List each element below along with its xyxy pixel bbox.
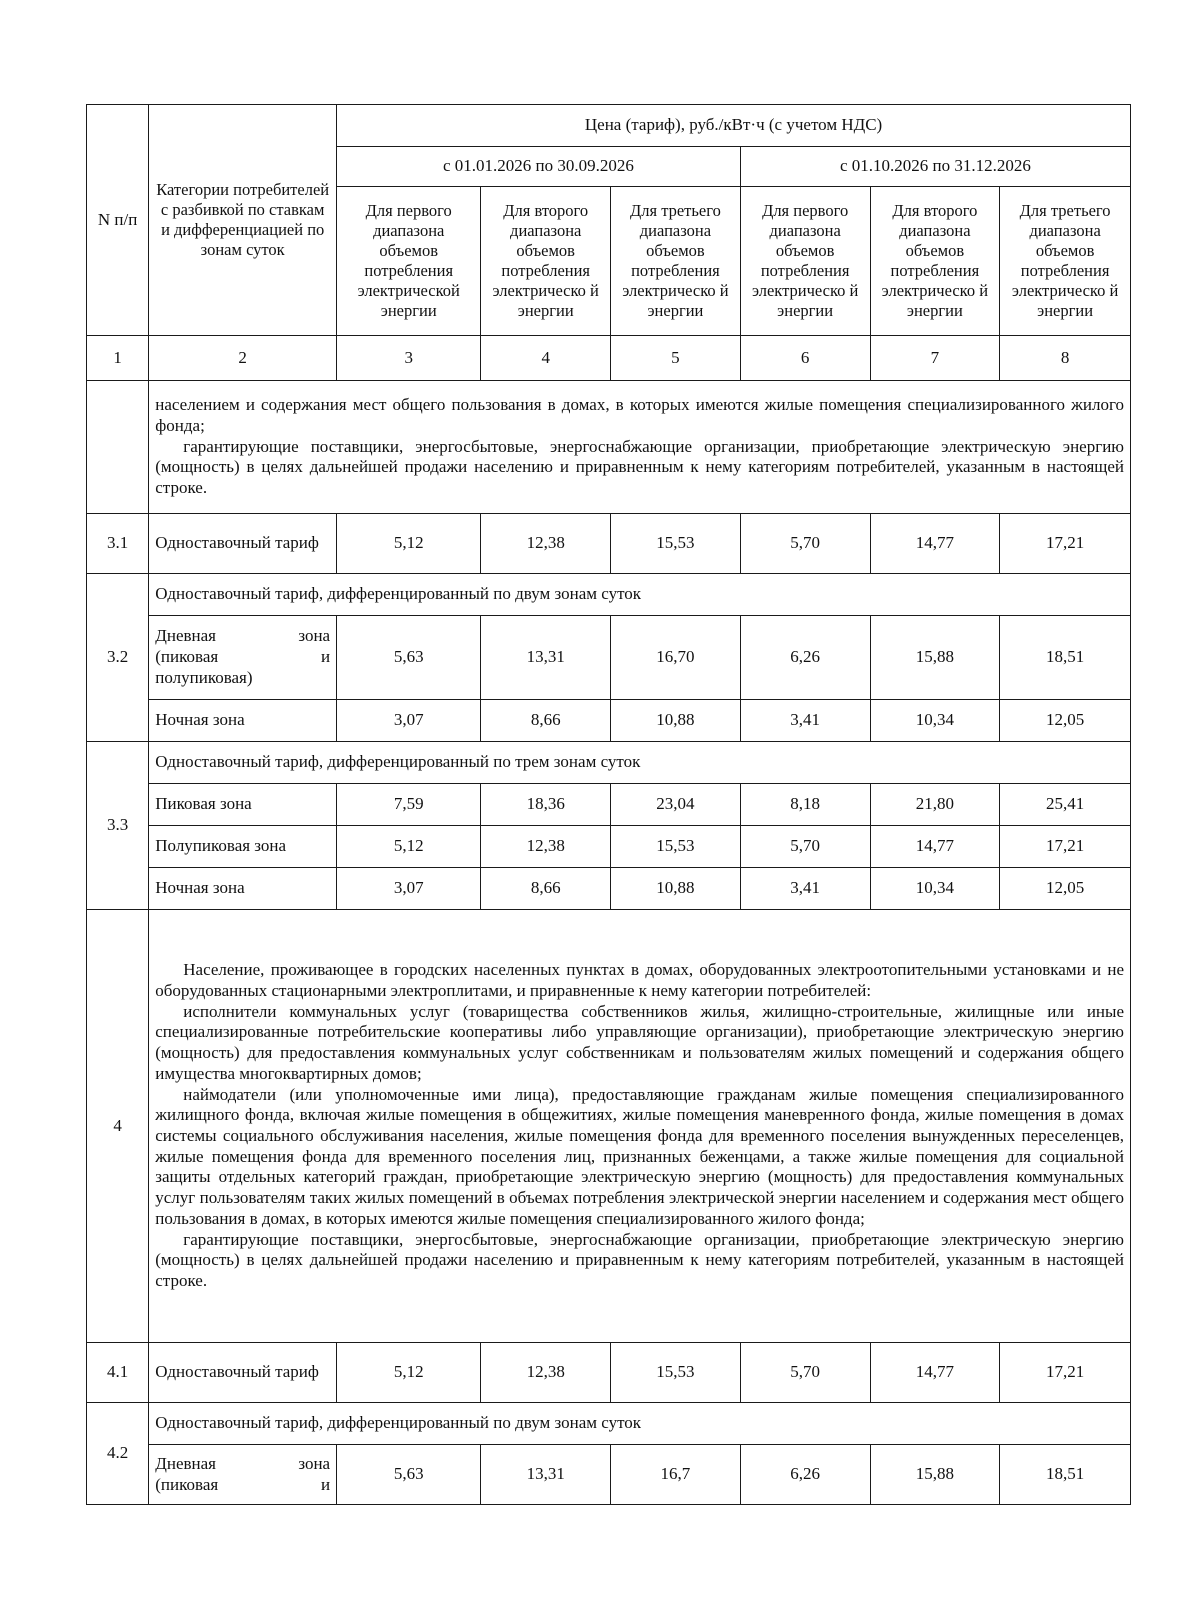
row-num-empty <box>87 381 149 514</box>
tariff-value: 17,21 <box>1000 514 1131 574</box>
header-col-4: Для второго диапазона объемов потребления электрическо й энергии <box>481 187 611 336</box>
row-3-1 <box>87 514 1131 574</box>
header-col-8: Для третьего диапазона объемов потребления электрическо й энергии <box>1000 187 1131 336</box>
section-4-paragraph: исполнители коммунальных услуг (товарищества собственников жилья, жилищно-строительные, жилищные или иные специализированные потребительские кооперативы либо управляющие организации), приобретающие электрическую энергию (мощность) для предоставления коммунальных услуг собственникам и пользователям жилых помещений и содержания общего имущества многоквартирных домов; <box>155 1001 1124 1083</box>
tariff-value: 23,04 <box>611 784 741 826</box>
label-line: (пиковая и <box>155 647 331 667</box>
row-3-3-semipeak <box>87 826 1131 868</box>
row-title: Одноставочный тариф, дифференцированный по двум зонам суток <box>149 574 1131 616</box>
row-3-3-peak <box>87 784 1131 826</box>
tariff-value: 6,26 <box>740 1445 870 1505</box>
tariff-value: 12,38 <box>481 514 611 574</box>
header-col-7: Для второго диапазона объемов потребления электрическо й энергии <box>870 187 1000 336</box>
row-label: Полупиковая зона <box>149 826 337 868</box>
tariff-value: 16,7 <box>611 1445 741 1505</box>
row-label <box>149 1445 337 1505</box>
tariff-value: 15,88 <box>870 1445 1000 1505</box>
tariff-value: 15,53 <box>611 826 741 868</box>
header-row-price <box>87 105 1131 147</box>
row-3-2-title <box>87 574 1131 616</box>
row-3-3-title <box>87 742 1131 784</box>
tariff-value: 15,53 <box>611 514 741 574</box>
row-label <box>149 616 337 700</box>
tariff-value: 12,05 <box>1000 868 1131 910</box>
section-4-paragraph: гарантирующие поставщики, энергосбытовые, энергоснабжающие организации, приобретающие электрическую энергию (мощность) в целях дальнейшей продажи населению и приравненным к нему категориям потребителей, указанным в настоящей строке. <box>155 1229 1124 1291</box>
tariff-value: 5,63 <box>337 616 481 700</box>
row-4-2-title <box>87 1403 1131 1445</box>
row-num: 4.1 <box>87 1343 149 1403</box>
tariff-value: 16,70 <box>611 616 741 700</box>
tariff-value: 5,63 <box>337 1445 481 1505</box>
row-title: Одноставочный тариф, дифференцированный по двум зонам суток <box>149 1403 1131 1445</box>
row-num: 3.3 <box>87 742 149 910</box>
tariff-table <box>86 104 1131 1505</box>
header-col-6: Для первого диапазона объемов потребления электрическо й энергии <box>740 187 870 336</box>
tariff-value: 8,66 <box>481 700 611 742</box>
header-period-2: с 01.10.2026 по 31.12.2026 <box>740 147 1130 187</box>
tariff-value: 18,51 <box>1000 616 1131 700</box>
section-3-paragraph: гарантирующие поставщики, энергосбытовые, энергоснабжающие организации, приобретающие электрическую энергию (мощность) в целях дальнейшей продажи населению и приравненным к нему категориям потребителей, указанным в настоящей строке. <box>155 436 1124 498</box>
tariff-value: 14,77 <box>870 1343 1000 1403</box>
row-num: 4 <box>87 910 149 1343</box>
row-4-1 <box>87 1343 1131 1403</box>
tariff-value: 15,88 <box>870 616 1000 700</box>
tariff-value: 10,88 <box>611 868 741 910</box>
section-3-continuation-text <box>149 381 1131 514</box>
tariff-value: 13,31 <box>481 616 611 700</box>
tariff-value: 6,26 <box>740 616 870 700</box>
tariff-value: 21,80 <box>870 784 1000 826</box>
tariff-value: 18,36 <box>481 784 611 826</box>
section-3-continuation-row <box>87 381 1131 514</box>
colnum: 2 <box>149 336 337 381</box>
colnum: 5 <box>611 336 741 381</box>
colnum: 4 <box>481 336 611 381</box>
row-label: Одноставочный тариф <box>149 1343 337 1403</box>
tariff-value: 5,70 <box>740 1343 870 1403</box>
label-line: полупиковая) <box>155 667 253 687</box>
row-4-2-day <box>87 1445 1131 1505</box>
label-line: Дневная зона <box>155 1453 331 1473</box>
row-title: Одноставочный тариф, дифференцированный по трем зонам суток <box>149 742 1131 784</box>
tariff-value: 10,34 <box>870 700 1000 742</box>
tariff-value: 3,41 <box>740 868 870 910</box>
colnum: 6 <box>740 336 870 381</box>
label-line: (пиковая и <box>155 1474 331 1494</box>
tariff-value: 15,53 <box>611 1343 741 1403</box>
section-4-text <box>149 910 1131 1343</box>
tariff-value: 12,38 <box>481 1343 611 1403</box>
tariff-value: 12,38 <box>481 826 611 868</box>
tariff-value: 14,77 <box>870 826 1000 868</box>
header-col-3: Для первого диапазона объемов потребления электрической энергии <box>337 187 481 336</box>
tariff-value: 17,21 <box>1000 1343 1131 1403</box>
tariff-value: 14,77 <box>870 514 1000 574</box>
section-4-row <box>87 910 1131 1343</box>
row-num: 4.2 <box>87 1403 149 1505</box>
tariff-value: 7,59 <box>337 784 481 826</box>
row-3-2-night <box>87 700 1131 742</box>
section-4-paragraph: наймодатели (или уполномоченные ими лица), предоставляющие гражданам жилые помещения специализированного жилищного фонда, включая жилые помещения в общежитиях, жилые помещения маневренного фонда, жилые помещения в домах системы социального обслуживания населения, жилые помещения фонда для временного поселения вынужденных переселенцев, жилые помещения фонда для временного поселения лиц, признанных беженцами, а также жилые помещения для социальной защиты отдельных категорий граждан, приобретающие электрическую энергию (мощность) для предоставления коммунальных услуг пользователям таких жилых помещений в объемах потребления электрической энергии населением и содержания мест общего пользования в домах, в которых имеются жилые помещения специализированного жилого фонда; <box>155 1084 1124 1228</box>
row-label: Пиковая зона <box>149 784 337 826</box>
tariff-value: 5,12 <box>337 514 481 574</box>
row-num: 3.1 <box>87 514 149 574</box>
tariff-value: 8,66 <box>481 868 611 910</box>
tariff-value: 10,34 <box>870 868 1000 910</box>
tariff-value: 13,31 <box>481 1445 611 1505</box>
header-price: Цена (тариф), руб./кВт·ч (с учетом НДС) <box>337 105 1131 147</box>
header-period-1: с 01.01.2026 по 30.09.2026 <box>337 147 741 187</box>
colnum: 7 <box>870 336 1000 381</box>
tariff-value: 3,07 <box>337 868 481 910</box>
tariff-value: 3,07 <box>337 700 481 742</box>
row-label: Ночная зона <box>149 700 337 742</box>
colnum: 1 <box>87 336 149 381</box>
row-num: 3.2 <box>87 574 149 742</box>
colnum: 8 <box>1000 336 1131 381</box>
tariff-value: 8,18 <box>740 784 870 826</box>
tariff-value: 10,88 <box>611 700 741 742</box>
tariff-value: 3,41 <box>740 700 870 742</box>
label-line: Дневная зона <box>155 626 331 646</box>
tariff-value: 5,70 <box>740 826 870 868</box>
header-col-5: Для третьего диапазона объемов потребления электрическо й энергии <box>611 187 741 336</box>
header-category: Категории потребителей с разбивкой по ставкам и дифференциацией по зонам суток <box>149 105 337 336</box>
section-3-paragraph: населением и содержания мест общего пользования в домах, в которых имеются жилые помещения специализированного жилого фонда; <box>155 395 1124 435</box>
tariff-value: 12,05 <box>1000 700 1131 742</box>
row-label: Ночная зона <box>149 868 337 910</box>
tariff-value: 25,41 <box>1000 784 1131 826</box>
tariff-value: 5,70 <box>740 514 870 574</box>
tariff-value: 5,12 <box>337 1343 481 1403</box>
row-3-3-night <box>87 868 1131 910</box>
row-3-2-day <box>87 616 1131 700</box>
tariff-value: 5,12 <box>337 826 481 868</box>
column-numbers-row <box>87 336 1131 381</box>
tariff-value: 18,51 <box>1000 1445 1131 1505</box>
row-label: Одноставочный тариф <box>149 514 337 574</box>
colnum: 3 <box>337 336 481 381</box>
section-4-paragraph: Население, проживающее в городских населенных пунктах в домах, оборудованных электроотопительными установками и не оборудованных стационарными электроплитами, и приравненные к нему категории потребителей: <box>155 960 1124 1000</box>
header-num: N п/п <box>87 105 149 336</box>
tariff-value: 17,21 <box>1000 826 1131 868</box>
